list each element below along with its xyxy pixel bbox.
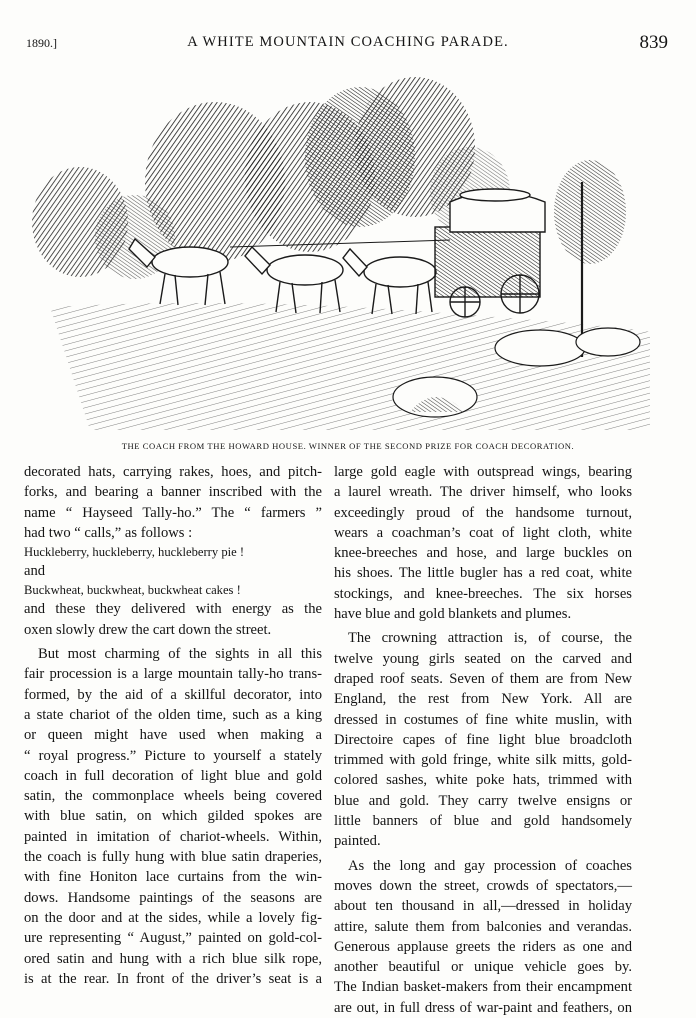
text-line: Generous applause greets the riders as one and [334,938,632,955]
text-line: Directoire capes of fine light blue broadcloth [334,731,632,748]
paragraph [334,628,632,851]
text-line: stockings, and knee-breeches. The six horses [334,585,632,602]
text-line: knee-breeches and hose, and large buckles on [334,545,632,562]
paragraph [24,599,322,640]
text-line: trimmed with gold fringe, white silk mitts, gold- [334,752,632,769]
coach-engraving [30,62,650,430]
paragraph [24,644,322,989]
text-line: large gold eagle with outspread wings, bearing [334,464,632,480]
text-line: little banners of blue and gold handsomely [334,813,632,830]
header-year: 1890.] [26,36,57,50]
page-number: 839 [639,32,668,53]
text-line: painted. [334,833,381,850]
text-line: moves down the street, crowds of spectators,— [334,877,632,894]
text-line: coach in full decoration of light blue and gold [24,767,322,784]
text-line: on the door and at the sides, while a lovely fig- [24,909,322,926]
text-line: ored satin and hung with a rich blue silk rope, [24,950,322,967]
text-line: a laurel wreath. The driver himself, who looks [334,484,632,501]
text-line: The crowning attraction is, of course, the [348,630,632,647]
right-column [334,462,632,1018]
text-line: But most charming of the sights in all this [38,646,322,663]
text-line: had two “ calls,” as follows : [24,524,193,541]
left-column [24,462,322,989]
text-line: attire, salute them from balconies and verandas. [334,918,632,935]
text-line: and these they delivered with energy as the [24,601,322,618]
paragraph [334,462,632,624]
text-line: twelve young girls seated on the carved and [334,650,632,667]
text-line: his shoes. The little bugler has a red coat, white [334,565,632,582]
running-header [0,32,696,56]
text-line: “ royal progress.” Picture to yourself a stately [24,747,322,764]
text-line: The Indian basket-makers from their encampment [334,979,632,996]
text-line: exceedingly proud of the handsome turnout, [334,504,632,521]
text-line: fair procession is a large mountain tally-ho trans- [24,666,322,683]
text-line: or queen might have used when making a [24,727,322,744]
text-line: name “ Hayseed Tally-ho.” The “ farmers ” [24,504,322,521]
text-line: colored sashes, white poke hats, trimmed with [334,772,632,789]
text-line: draped roof seats. Seven of them are from New [334,670,632,687]
text-line: wears a coachman’s coat of light cloth, white [334,524,632,541]
text-line: formed, by the aid of a skillful decorator, into [24,686,322,703]
text-line: with fine Honiton lace curtains from the win- [24,869,322,886]
text-line: satin, the commonplace wheels being covered [24,788,322,805]
text-line: As the long and gay procession of coaches [348,857,632,874]
text-line: is at the rear. In front of the driver’s seat is a [24,970,322,987]
text-line: another beautiful or unique vehicle goes by. [334,959,632,976]
coach-illustration [30,62,650,430]
paragraph [24,462,322,543]
text-line: painted in imitation of chariot-wheels. Within, [24,828,322,845]
ground [50,303,650,430]
illustration-caption: THE COACH FROM THE HOWARD HOUSE. WINNER OF THE SECOND PRIZE FOR COACH DECORATION. [121,441,575,451]
text-line: a state chariot of the olden time, such as a king [24,706,322,723]
text-line: blue and gold. They carry twelve ensigns or [334,792,632,809]
verse-line: Buckwheat, buckwheat, buckwheat cakes ! [24,583,241,598]
text-line: decorated hats, carrying rakes, hoes, and pitch- [24,464,322,480]
paragraph [334,856,632,1018]
text-line: forks, and bearing a banner inscribed with the [24,484,322,501]
text-line: dressed in costumes of fine white muslin, with [334,711,632,728]
verse-line: Huckleberry, huckleberry, huckleberry pie ! [24,545,245,560]
horse-team [129,239,436,314]
connective-text: and [24,563,46,580]
text-line: have blue and gold blankets and plumes. [334,606,572,623]
text-line: the coach is fully hung with blue satin draperies, [24,849,322,866]
text-line: oxen slowly drew the cart down the street. [24,621,272,638]
text-line: about ten thousand in all,—dressed in holiday [334,898,632,915]
text-line: are out, in full dress of war-paint and feathers, on [334,999,632,1016]
text-line: England, the rest from New York. All are [334,691,632,708]
header-title: A WHITE MOUNTAIN COACHING PARADE. [187,34,509,50]
text-line: ure representing “ August,” painted on gold-col- [24,930,322,947]
text-line: with blue satin, on which gilded spokes are [24,808,322,825]
text-line: dows. Handsome paintings of the seasons are [24,889,322,906]
